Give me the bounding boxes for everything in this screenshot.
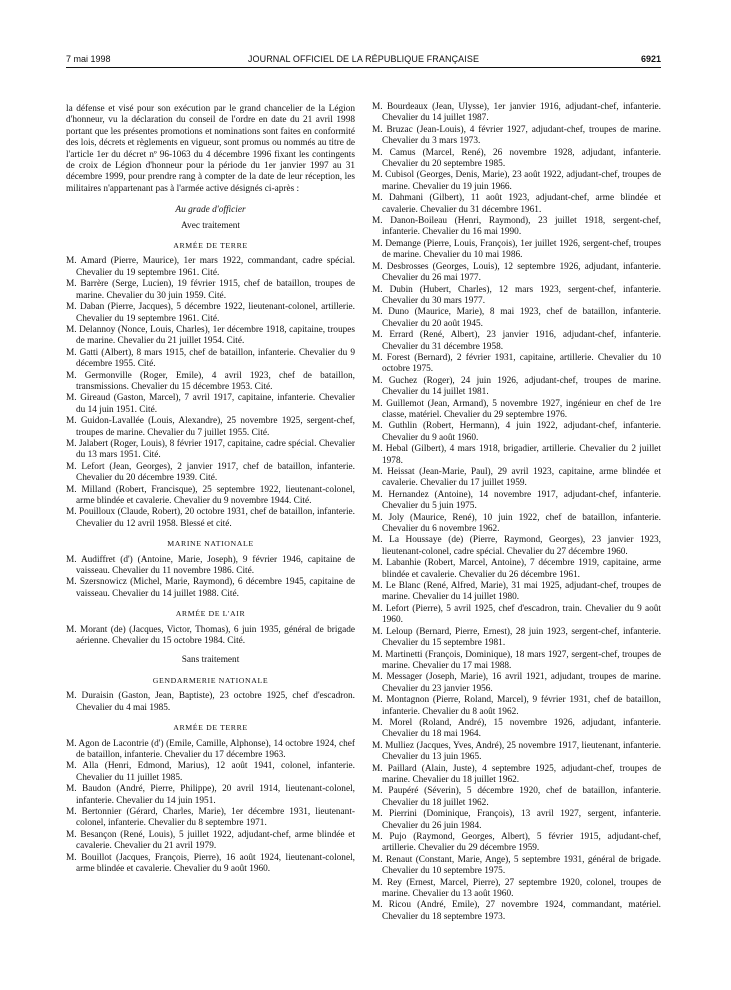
list-item: M. Rey (Ernest, Marcel, Pierre), 27 septembre 1920, colonel, troupes de marine. Chevalier du 13 août 1960. bbox=[372, 877, 661, 900]
list-item: M. Delannoy (Nonce, Louis, Charles), 1er décembre 1918, capitaine, troupes de marine. Chevalier du 21 juillet 1954. Cité. bbox=[66, 324, 355, 347]
list-item: M. Morant (de) (Jacques, Victor, Thomas), 6 juin 1935, général de brigade aérienne. Chevalier du 15 octobre 1984. Cité. bbox=[66, 624, 355, 647]
list-item: M. Le Blanc (René, Alfred, Marie), 31 mai 1925, adjudant-chef, troupes de marine. Chevalier du 14 juillet 1980. bbox=[372, 581, 661, 603]
intro-paragraph: la défense et visé pour son exécution par le grand chancelier de la Légion d'honneur, vu la déclaration du conseil de l'ordre en date du 21 avril 1998 portant que les présentes promotions et nominations sont faites en conformité des lois, décrets et règlements en vigueur, sont promus ou nommés au titre de l'article 1er du décret nº 96-1063 du 4 décembre 1996 fixant les contingents de croix de Légion d'honneur pour la période du 1er janvier 1997 au 31 décembre 1999, pour prendre rang à compter de la date de leur réception, les militaires n'appartenant pas à l'armée active désignés ci-après : bbox=[66, 104, 355, 194]
list-item: M. Guillemot (Jean, Armand), 5 novembre 1927, ingénieur en chef de 1re classe, matériel. Chevalier du 29 septembre 1976. bbox=[372, 398, 661, 420]
page-header bbox=[66, 54, 661, 68]
list-item: M. Messager (Joseph, Marie), 16 avril 1921, adjudant, troupes de marine. Chevalier du 23 janvier 1956. bbox=[372, 672, 661, 694]
list-item: M. Lefort (Jean, Georges), 2 janvier 1917, chef de bataillon, infanterie. Chevalier du 20 décembre 1939. Cité. bbox=[66, 461, 355, 484]
list-marine-nationale bbox=[66, 555, 355, 601]
avec-traitement-heading: Avec traitement bbox=[181, 220, 240, 231]
list-item: M. Guthlin (Robert, Hermann), 4 juin 1922, adjudant-chef, infanterie. Chevalier du 9 août 1960. bbox=[372, 421, 661, 443]
list-item: M. Gireaud (Gaston, Marcel), 7 avril 1917, capitaine, infanterie. Chevalier du 14 juin 1951. Cité. bbox=[66, 393, 355, 415]
list-item: M. Pouilloux (Claude, Robert), 20 octobre 1931, chef de bataillon, infanterie. Chevalier du 12 avril 1958. Blessé et cité. bbox=[66, 507, 355, 529]
sans-traitement-heading: Sans traitement bbox=[181, 655, 240, 666]
header-rule bbox=[66, 67, 661, 68]
list-item: M. Gatti (Albert), 8 mars 1915, chef de bataillon, infanterie. Chevalier du 9 décembre 1955. Cité. bbox=[66, 347, 355, 370]
list-item: M. Hernandez (Antoine), 14 novembre 1917, adjudant-chef, infanterie. Chevalier du 5 juin 1975. bbox=[372, 489, 661, 512]
list-item: M. Jalabert (Roger, Louis), 8 février 1917, capitaine, cadre spécial. Chevalier du 13 mars 1951. Cité. bbox=[66, 438, 355, 461]
list-item: M. Barrère (Serge, Lucien), 19 février 1915, chef de bataillon, troupes de marine. Chevalier du 30 juin 1959. Cité. bbox=[66, 279, 355, 301]
list-item: M. Bouillot (Jacques, François, Pierre), 16 août 1924, lieutenant-colonel, arme blindée et cavalerie. Chevalier du 9 août 1960. bbox=[66, 852, 355, 874]
left-column bbox=[66, 104, 355, 875]
list-item: M. Pierrini (Dominique, François), 13 avril 1927, sergent, infanterie. Chevalier du 26 juin 1984. bbox=[372, 809, 661, 831]
list-item: M. Szersnowicz (Michel, Marie, Raymond), 6 décembre 1945, capitaine de vaisseau. Chevalier du 14 juillet 1988. Cité. bbox=[66, 577, 355, 599]
list-item: M. Heissat (Jean-Marie, Paul), 29 avril 1923, capitaine, arme blindée et cavalerie. Chevalier du 17 juillet 1959. bbox=[372, 467, 661, 489]
list-item: M. Ricou (André, Emile), 27 novembre 1924, commandant, matériel. Chevalier du 18 septembre 1973. bbox=[372, 900, 661, 922]
list-item: M. Hebal (Gilbert), 4 mars 1918, brigadier, artillerie. Chevalier du 2 juillet 1978. bbox=[372, 444, 661, 466]
list-item: M. Agon de Lacontrie (d') (Emile, Camille, Alphonse), 14 octobre 1924, chef de bataillon, infanterie. Chevalier du 17 décembre 1963. bbox=[66, 738, 355, 760]
list-item: M. Cubisol (Georges, Denis, Marie), 23 août 1922, adjudant-chef, troupes de marine. Chevalier du 19 juin 1966. bbox=[372, 170, 661, 192]
list-item: M. Paupéré (Séverin), 5 décembre 1920, chef de bataillon, infanterie. Chevalier du 18 juillet 1962. bbox=[372, 786, 661, 808]
list-armee-de-l-air bbox=[66, 625, 355, 648]
list-item: M. Lefort (Pierre), 5 avril 1925, chef d'escadron, train. Chevalier du 9 août 1960. bbox=[372, 603, 661, 626]
list-item: M. Alla (Henri, Edmond, Marius), 12 août 1941, colonel, infanterie. Chevalier du 11 juillet 1985. bbox=[66, 761, 355, 783]
list-armee-de-terre bbox=[66, 256, 355, 530]
grade-heading: Au grade d'officier bbox=[175, 205, 246, 216]
list-item: M. Errard (René, Albert), 23 janvier 1916, adjudant-chef, infanterie. Chevalier du 31 décembre 1958. bbox=[372, 330, 661, 352]
list-item: M. Renaut (Constant, Marie, Ange), 5 septembre 1931, général de brigade. Chevalier du 10 septembre 1975. bbox=[372, 854, 661, 877]
list-item: M. Milland (Robert, Francisque), 25 septembre 1922, lieutenant-colonel, arme blindée et cavalerie. Chevalier du 9 novembre 1944. Cité. bbox=[66, 484, 355, 506]
list-item: M. Montagnon (Pierre, Roland, Marcel), 9 février 1931, chef de bataillon, infanterie. Chevalier du 8 août 1962. bbox=[372, 695, 661, 717]
list-item: M. Bourdeaux (Jean, Ulysse), 1er janvier 1916, adjudant-chef, infanterie. Chevalier du 14 juillet 1987. bbox=[372, 102, 661, 124]
list-item: M. Besançon (René, Louis), 5 juillet 1922, adjudant-chef, arme blindée et cavalerie. Chevalier du 21 avril 1979. bbox=[66, 829, 355, 852]
list-item: M. Joly (Maurice, René), 10 juin 1922, chef de bataillon, infanterie. Chevalier du 6 novembre 1962. bbox=[372, 512, 661, 535]
section-heading-gendarmerie: GENDARMERIE NATIONALE bbox=[152, 675, 269, 685]
list-item: M. Danon-Boileau (Henri, Raymond), 23 juillet 1918, sergent-chef, infanterie. Chevalier du 16 mai 1990. bbox=[372, 216, 661, 238]
header-date: 7 mai 1998 bbox=[66, 54, 111, 64]
list-item: M. Forest (Bernard), 2 février 1931, capitaine, artillerie. Chevalier du 10 octobre 1975. bbox=[372, 352, 661, 375]
section-heading-marine-nationale: MARINE NATIONALE bbox=[167, 539, 254, 549]
list-item: M. Bruzac (Jean-Louis), 4 février 1927, adjudant-chef, troupes de marine. Chevalier du 3 mars 1973. bbox=[372, 124, 661, 147]
list-right-column bbox=[372, 102, 661, 923]
list-item: M. Dahmani (Gilbert), 11 août 1923, adjudant-chef, arme blindée et cavalerie. Chevalier du 31 décembre 1961. bbox=[372, 193, 661, 215]
journal-title: JOURNAL OFFICIEL DE LA RÉPUBLIQUE FRANÇAISE bbox=[247, 54, 480, 64]
list-item: M. Labanhie (Robert, Marcel, Antoine), 7 décembre 1919, capitaine, arme blindée et cavalerie. Chevalier du 26 décembre 1961. bbox=[372, 558, 661, 580]
list-item: M. Germonville (Roger, Emile), 4 avril 1923, chef de bataillon, transmissions. Chevalier du 15 décembre 1953. Cité. bbox=[66, 370, 355, 392]
list-item: M. Leloup (Bernard, Pierre, Ernest), 28 juin 1923, sergent-chef, infanterie. Chevalier du 15 septembre 1981. bbox=[372, 626, 661, 649]
list-item: M. Baudon (André, Pierre, Philippe), 20 avril 1914, lieutenant-colonel, infanterie. Chevalier du 14 juin 1951. bbox=[66, 784, 355, 806]
list-item: M. Duno (Maurice, Marie), 8 mai 1923, chef de bataillon, infanterie. Chevalier du 20 août 1945. bbox=[372, 307, 661, 329]
list-item: M. Guidon-Lavallée (Louis, Alexandre), 25 novembre 1925, sergent-chef, troupes de marine. Chevalier du 7 juillet 1955. Cité. bbox=[66, 416, 355, 438]
list-item: M. Demange (Pierre, Louis, François), 1er juillet 1926, sergent-chef, troupes de marine. Chevalier du 10 mai 1986. bbox=[372, 238, 661, 261]
list-item: M. Dubin (Hubert, Charles), 12 mars 1923, sergent-chef, infanterie. Chevalier du 30 mars 1977. bbox=[372, 284, 661, 306]
list-item: M. Guchez (Roger), 24 juin 1926, adjudant-chef, troupes de marine. Chevalier du 14 juillet 1981. bbox=[372, 375, 661, 398]
list-item: M. Camus (Marcel, René), 26 novembre 1928, adjudant, infanterie. Chevalier du 20 septembre 1985. bbox=[372, 147, 661, 170]
list-item: M. Desbrosses (Georges, Louis), 12 septembre 1926, adjudant, infanterie. Chevalier du 26 mai 1977. bbox=[372, 261, 661, 284]
list-item: M. Martinetti (François, Dominique), 18 mars 1927, sergent-chef, troupes de marine. Chevalier du 17 mai 1988. bbox=[372, 649, 661, 671]
section-heading-armee-de-l-air: ARMÉE DE L'AIR bbox=[175, 609, 246, 619]
list-item: M. Duraisin (Gaston, Jean, Baptiste), 23 octobre 1925, chef d'escadron. Chevalier du 4 mai 1985. bbox=[66, 691, 355, 713]
list-item: M. Pujo (Raymond, Georges, Albert), 5 février 1915, adjudant-chef, artillerie. Chevalier du 29 décembre 1959. bbox=[372, 832, 661, 854]
list-item: M. Mulliez (Jacques, Yves, André), 25 novembre 1917, lieutenant, infanterie. Chevalier du 13 juin 1965. bbox=[372, 740, 661, 763]
list-item: M. Daban (Pierre, Jacques), 5 décembre 1922, lieutenant-colonel, artillerie. Chevalier du 19 septembre 1961. Cité. bbox=[66, 302, 355, 324]
list-item: M. Audiffret (d') (Antoine, Marie, Joseph), 9 février 1946, capitaine de vaisseau. Chevalier du 11 novembre 1986. Cité. bbox=[66, 554, 355, 577]
list-item: M. Paillard (Alain, Juste), 4 septembre 1925, adjudant-chef, troupes de marine. Chevalier du 18 juillet 1962. bbox=[372, 763, 661, 785]
list-armee-de-terre-2 bbox=[66, 739, 355, 876]
section-heading-armee-de-terre: ARMÉE DE TERRE bbox=[173, 241, 248, 251]
list-item: M. La Houssaye (de) (Pierre, Raymond, Georges), 23 janvier 1923, lieutenant-colonel, cadre spécial. Chevalier du 27 décembre 1960. bbox=[372, 535, 661, 557]
list-item: M. Bertonnier (Gérard, Charles, Marie), 1er décembre 1931, lieutenant-colonel, infanterie. Chevalier du 8 septembre 1971. bbox=[66, 806, 355, 829]
list-item: M. Amard (Pierre, Maurice), 1er mars 1922, commandant, cadre spécial. Chevalier du 19 septembre 1961. Cité. bbox=[66, 256, 355, 278]
list-gendarmerie bbox=[66, 691, 355, 714]
list-item: M. Morel (Roland, André), 15 novembre 1926, adjudant, infanterie. Chevalier du 18 mai 1964. bbox=[372, 717, 661, 740]
page-number: 6921 bbox=[640, 54, 661, 64]
right-column bbox=[372, 102, 661, 923]
section-heading-armee-de-terre-2: ARMÉE DE TERRE bbox=[173, 723, 248, 733]
